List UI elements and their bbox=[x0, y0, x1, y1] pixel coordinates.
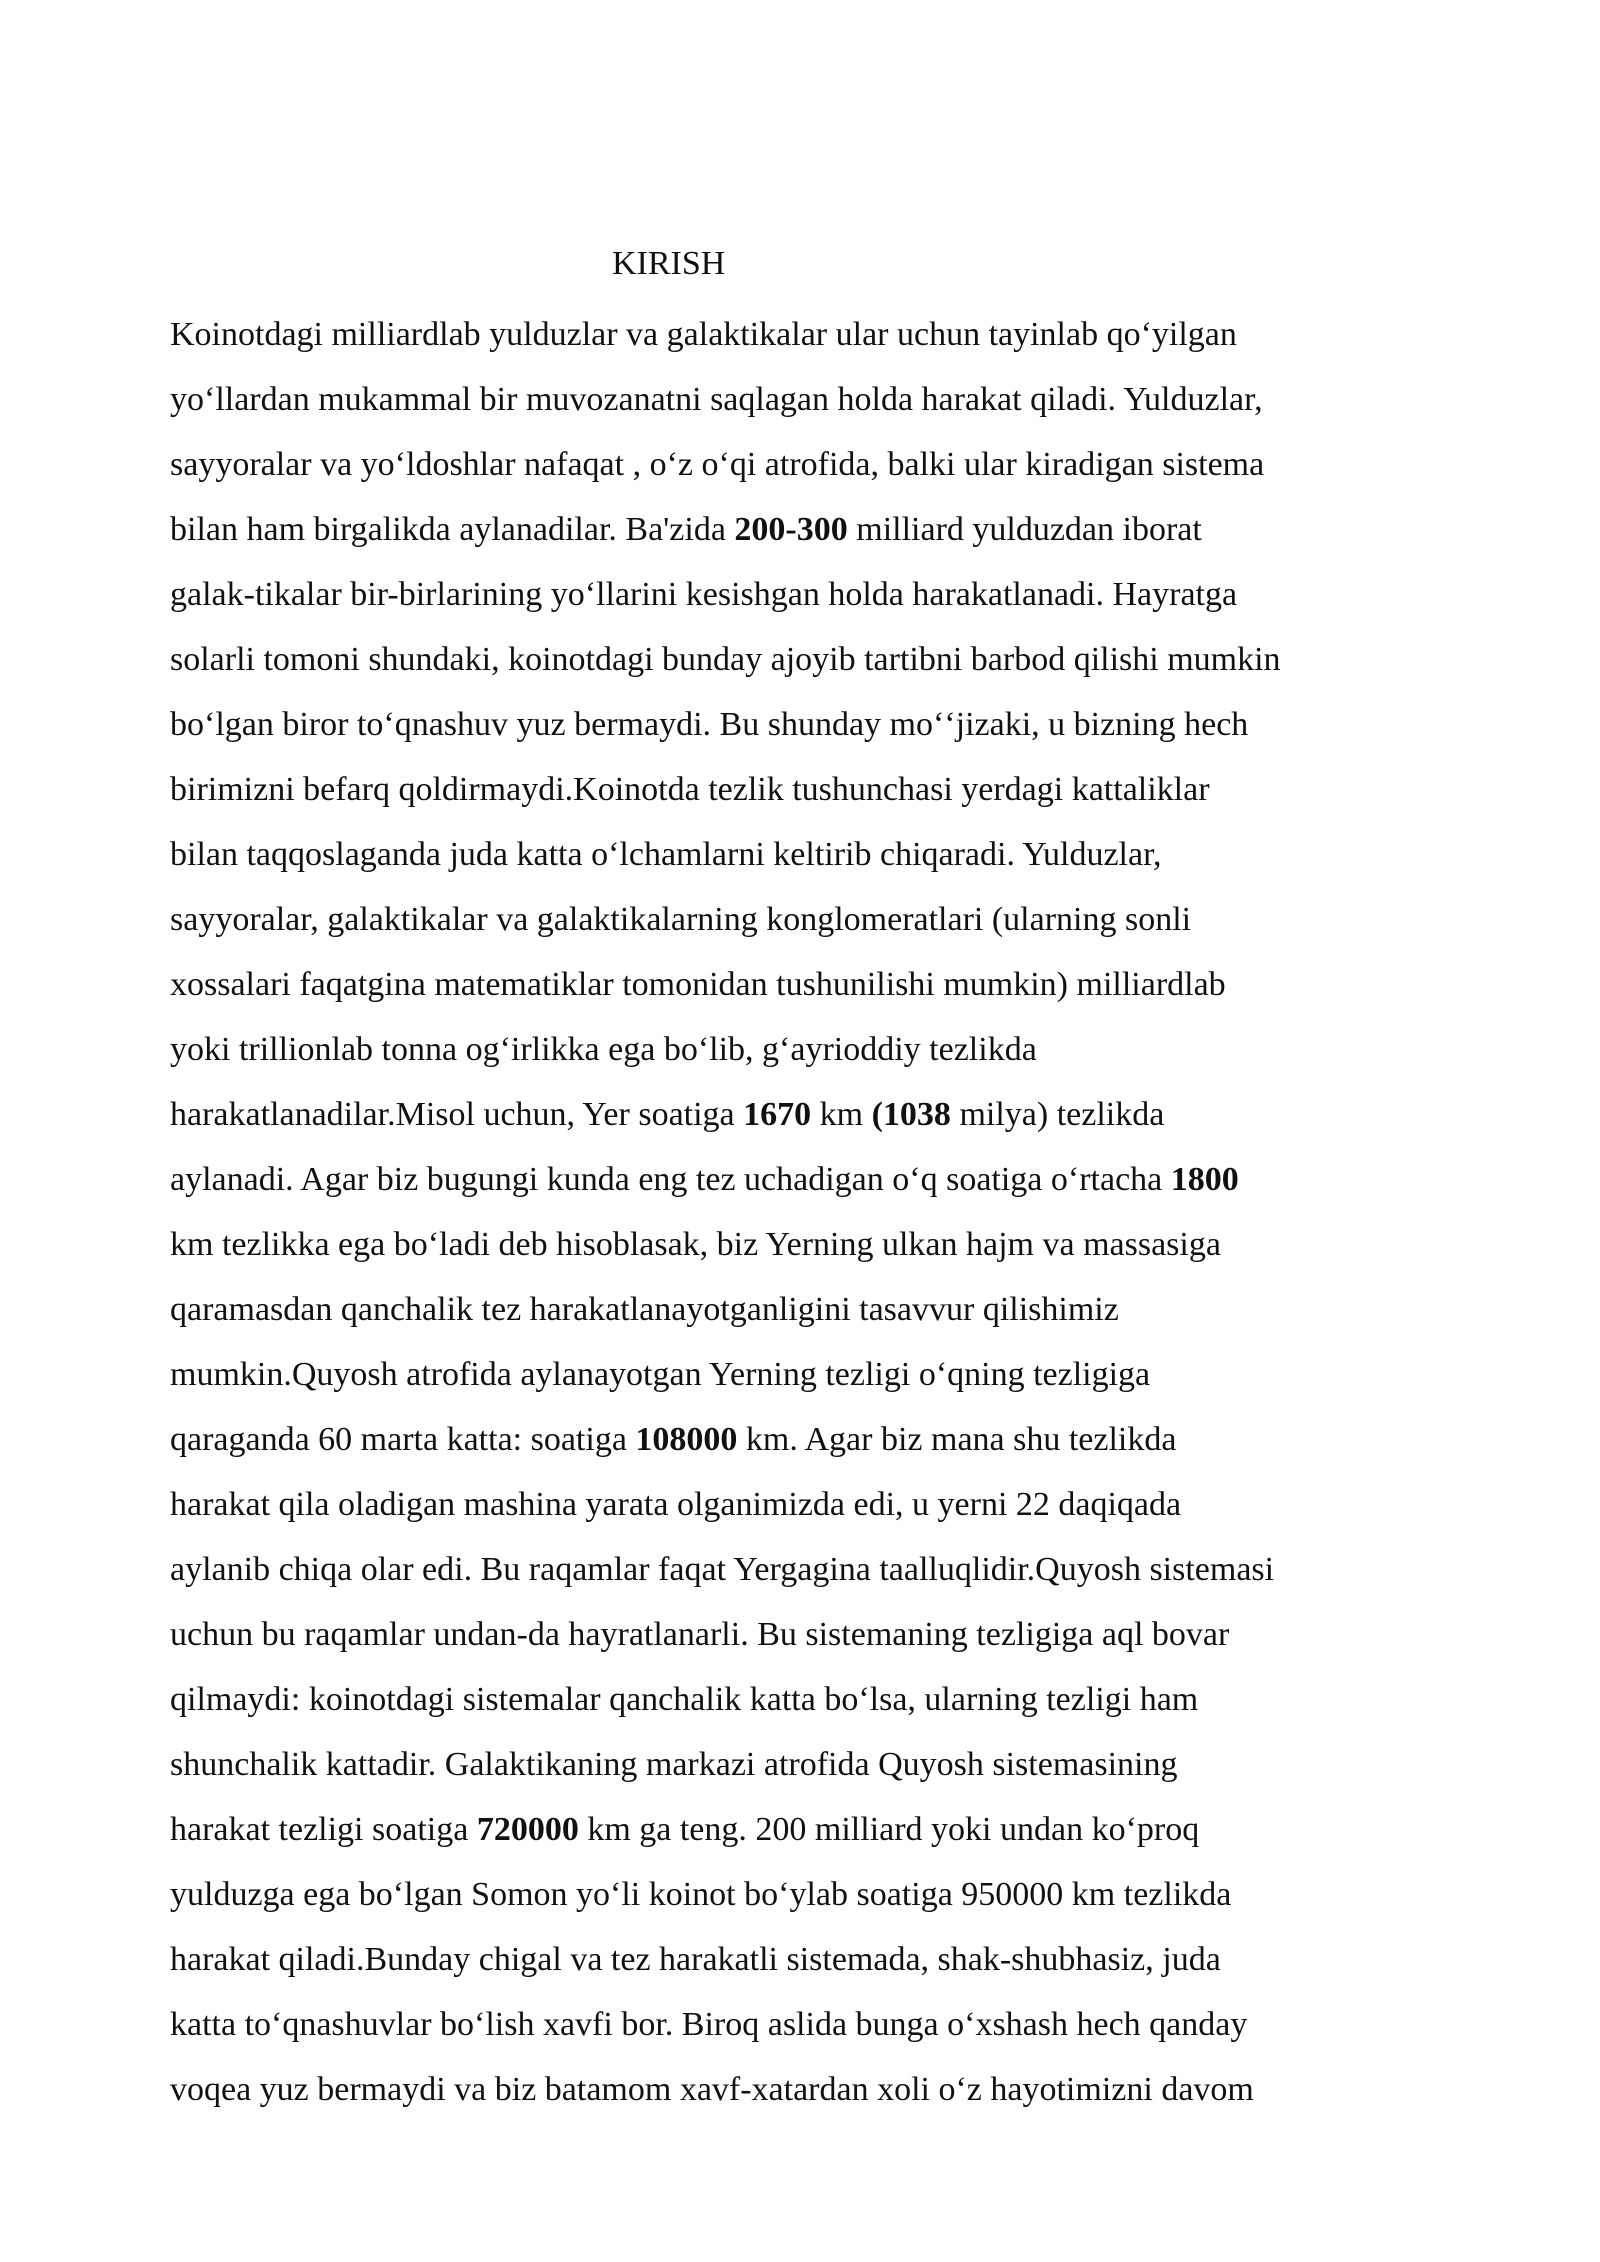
text-run: aylanib chiqa olar edi. Bu raqamlar faqat Yergagina taalluqlidir.Quyosh sistemasi bbox=[170, 1551, 1275, 1588]
body-line bbox=[170, 1602, 1410, 1667]
body-line bbox=[170, 1537, 1410, 1602]
text-run: qaraganda 60 marta katta: soatiga bbox=[170, 1421, 636, 1458]
text-run: km. Agar biz mana shu tezlikda bbox=[737, 1421, 1177, 1458]
body-line bbox=[170, 757, 1410, 822]
text-run: km tezlikka ega boʻladi deb hisoblasak, biz Yerning ulkan hajm va massasiga bbox=[170, 1226, 1221, 1263]
text-run: harakat qila oladigan mashina yarata olganimizda edi, u yerni 22 daqiqada bbox=[170, 1486, 1182, 1523]
text-run: harakat tezligi soatiga bbox=[170, 1811, 477, 1848]
text-run: km ga teng. 200 milliard yoki undan koʻproq bbox=[578, 1811, 1200, 1848]
body-line bbox=[170, 1797, 1410, 1862]
body-line bbox=[170, 497, 1410, 562]
document-body bbox=[170, 302, 1410, 2122]
body-line bbox=[170, 2057, 1410, 2122]
body-line bbox=[170, 1472, 1410, 1537]
text-run: milya) tezlikda bbox=[950, 1096, 1165, 1133]
text-run: qilmaydi: koinotdagi sistemalar qanchalik katta boʻlsa, ularning tezligi ham bbox=[170, 1681, 1199, 1718]
text-run: solarli tomoni shundaki, koinotdagi bunday ajoyib tartibni barbod qilishi mumkin bbox=[170, 641, 1281, 678]
text-run: galak-tikalar bir-birlarining yoʻllarini kesishgan holda harakatlanadi. Hayratga bbox=[170, 576, 1238, 613]
body-line bbox=[170, 302, 1410, 367]
text-run: boʻlgan biror toʻqnashuv yuz bermaydi. Bu shunday moʻʻjizaki, u bizning hech bbox=[170, 706, 1249, 743]
text-run: bilan ham birgalikda aylanadilar. Ba'zida bbox=[170, 511, 735, 548]
text-run: Koinotdagi milliardlab yulduzlar va galaktikalar ular uchun tayinlab qoʻyilgan bbox=[170, 316, 1237, 353]
text-run: km bbox=[811, 1096, 872, 1133]
body-line bbox=[170, 1147, 1410, 1212]
bold-number: 1670 bbox=[743, 1096, 812, 1133]
text-run: harakatlanadilar.Misol uchun, Yer soatiga bbox=[170, 1096, 744, 1133]
bold-number: 108000 bbox=[635, 1421, 738, 1458]
text-run: uchun bu raqamlar undan-da hayratlanarli. Bu sistemaning tezligiga aql bovar bbox=[170, 1616, 1230, 1653]
text-run: aylanadi. Agar biz bugungi kunda eng tez uchadigan oʻq soatiga oʻrtacha bbox=[170, 1161, 1171, 1198]
body-line bbox=[170, 692, 1410, 757]
text-run: milliard yulduzdan iborat bbox=[847, 511, 1202, 548]
text-run: katta toʻqnashuvlar boʻlish xavfi bor. Biroq aslida bunga oʻxshash hech qanday bbox=[170, 2006, 1248, 2043]
body-line bbox=[170, 627, 1410, 692]
body-line bbox=[170, 1992, 1410, 2057]
body-line bbox=[170, 1927, 1410, 1992]
body-line bbox=[170, 1082, 1410, 1147]
text-run: xossalari faqatgina matematiklar tomonidan tushunilishi mumkin) milliardlab bbox=[170, 966, 1226, 1003]
text-run: voqea yuz bermaydi va biz batamom xavf-xatardan xoli oʻz hayotimizni davom bbox=[170, 2071, 1254, 2108]
body-line bbox=[170, 1407, 1410, 1472]
body-line bbox=[170, 367, 1410, 432]
text-run: yulduzga ega boʻlgan Somon yoʻli koinot boʻylab soatiga 950000 km tezlikda bbox=[170, 1876, 1232, 1913]
document-title: KIRISH bbox=[612, 245, 726, 282]
body-line bbox=[170, 432, 1410, 497]
body-line bbox=[170, 1862, 1410, 1927]
body-line bbox=[170, 1212, 1410, 1277]
text-run: yoki trillionlab tonna ogʻirlikka ega boʻlib, gʻayrioddiy tezlikda bbox=[170, 1031, 1037, 1068]
text-run: sayyoralar, galaktikalar va galaktikalarning konglomeratlari (ularning sonli bbox=[170, 901, 1192, 938]
bold-number: 720000 bbox=[476, 1811, 579, 1848]
body-line bbox=[170, 887, 1410, 952]
body-line bbox=[170, 1732, 1410, 1797]
body-line bbox=[170, 1667, 1410, 1732]
body-line bbox=[170, 1342, 1410, 1407]
bold-number: (1038 bbox=[871, 1096, 951, 1133]
text-run: qaramasdan qanchalik tez harakatlanayotganligini tasavvur qilishimiz bbox=[170, 1291, 1119, 1328]
bold-number: 200-300 bbox=[734, 511, 848, 548]
text-run: bilan taqqoslaganda juda katta oʻlchamlarni keltirib chiqaradi. Yulduzlar, bbox=[170, 836, 1162, 873]
text-run: mumkin.Quyosh atrofida aylanayotgan Yerning tezligi oʻqning tezligiga bbox=[170, 1356, 1151, 1393]
body-line bbox=[170, 562, 1410, 627]
text-run: harakat qiladi.Bunday chigal va tez harakatli sistemada, shak-shubhasiz, juda bbox=[170, 1941, 1221, 1978]
body-line bbox=[170, 1277, 1410, 1342]
text-run: shunchalik kattadir. Galaktikaning markazi atrofida Quyosh sistemasining bbox=[170, 1746, 1178, 1783]
text-run: birimizni befarq qoldirmaydi.Koinotda tezlik tushunchasi yerdagi kattaliklar bbox=[170, 771, 1210, 808]
text-run: yoʻllardan mukammal bir muvozanatni saqlagan holda harakat qiladi. Yulduzlar, bbox=[170, 381, 1263, 418]
body-line bbox=[170, 822, 1410, 887]
body-line bbox=[170, 952, 1410, 1017]
body-line bbox=[170, 1017, 1410, 1082]
bold-number: 1800 bbox=[1170, 1161, 1239, 1198]
text-run: sayyoralar va yoʻldoshlar nafaqat , oʻz oʻqi atrofida, balki ular kiradigan sistema bbox=[170, 446, 1265, 483]
